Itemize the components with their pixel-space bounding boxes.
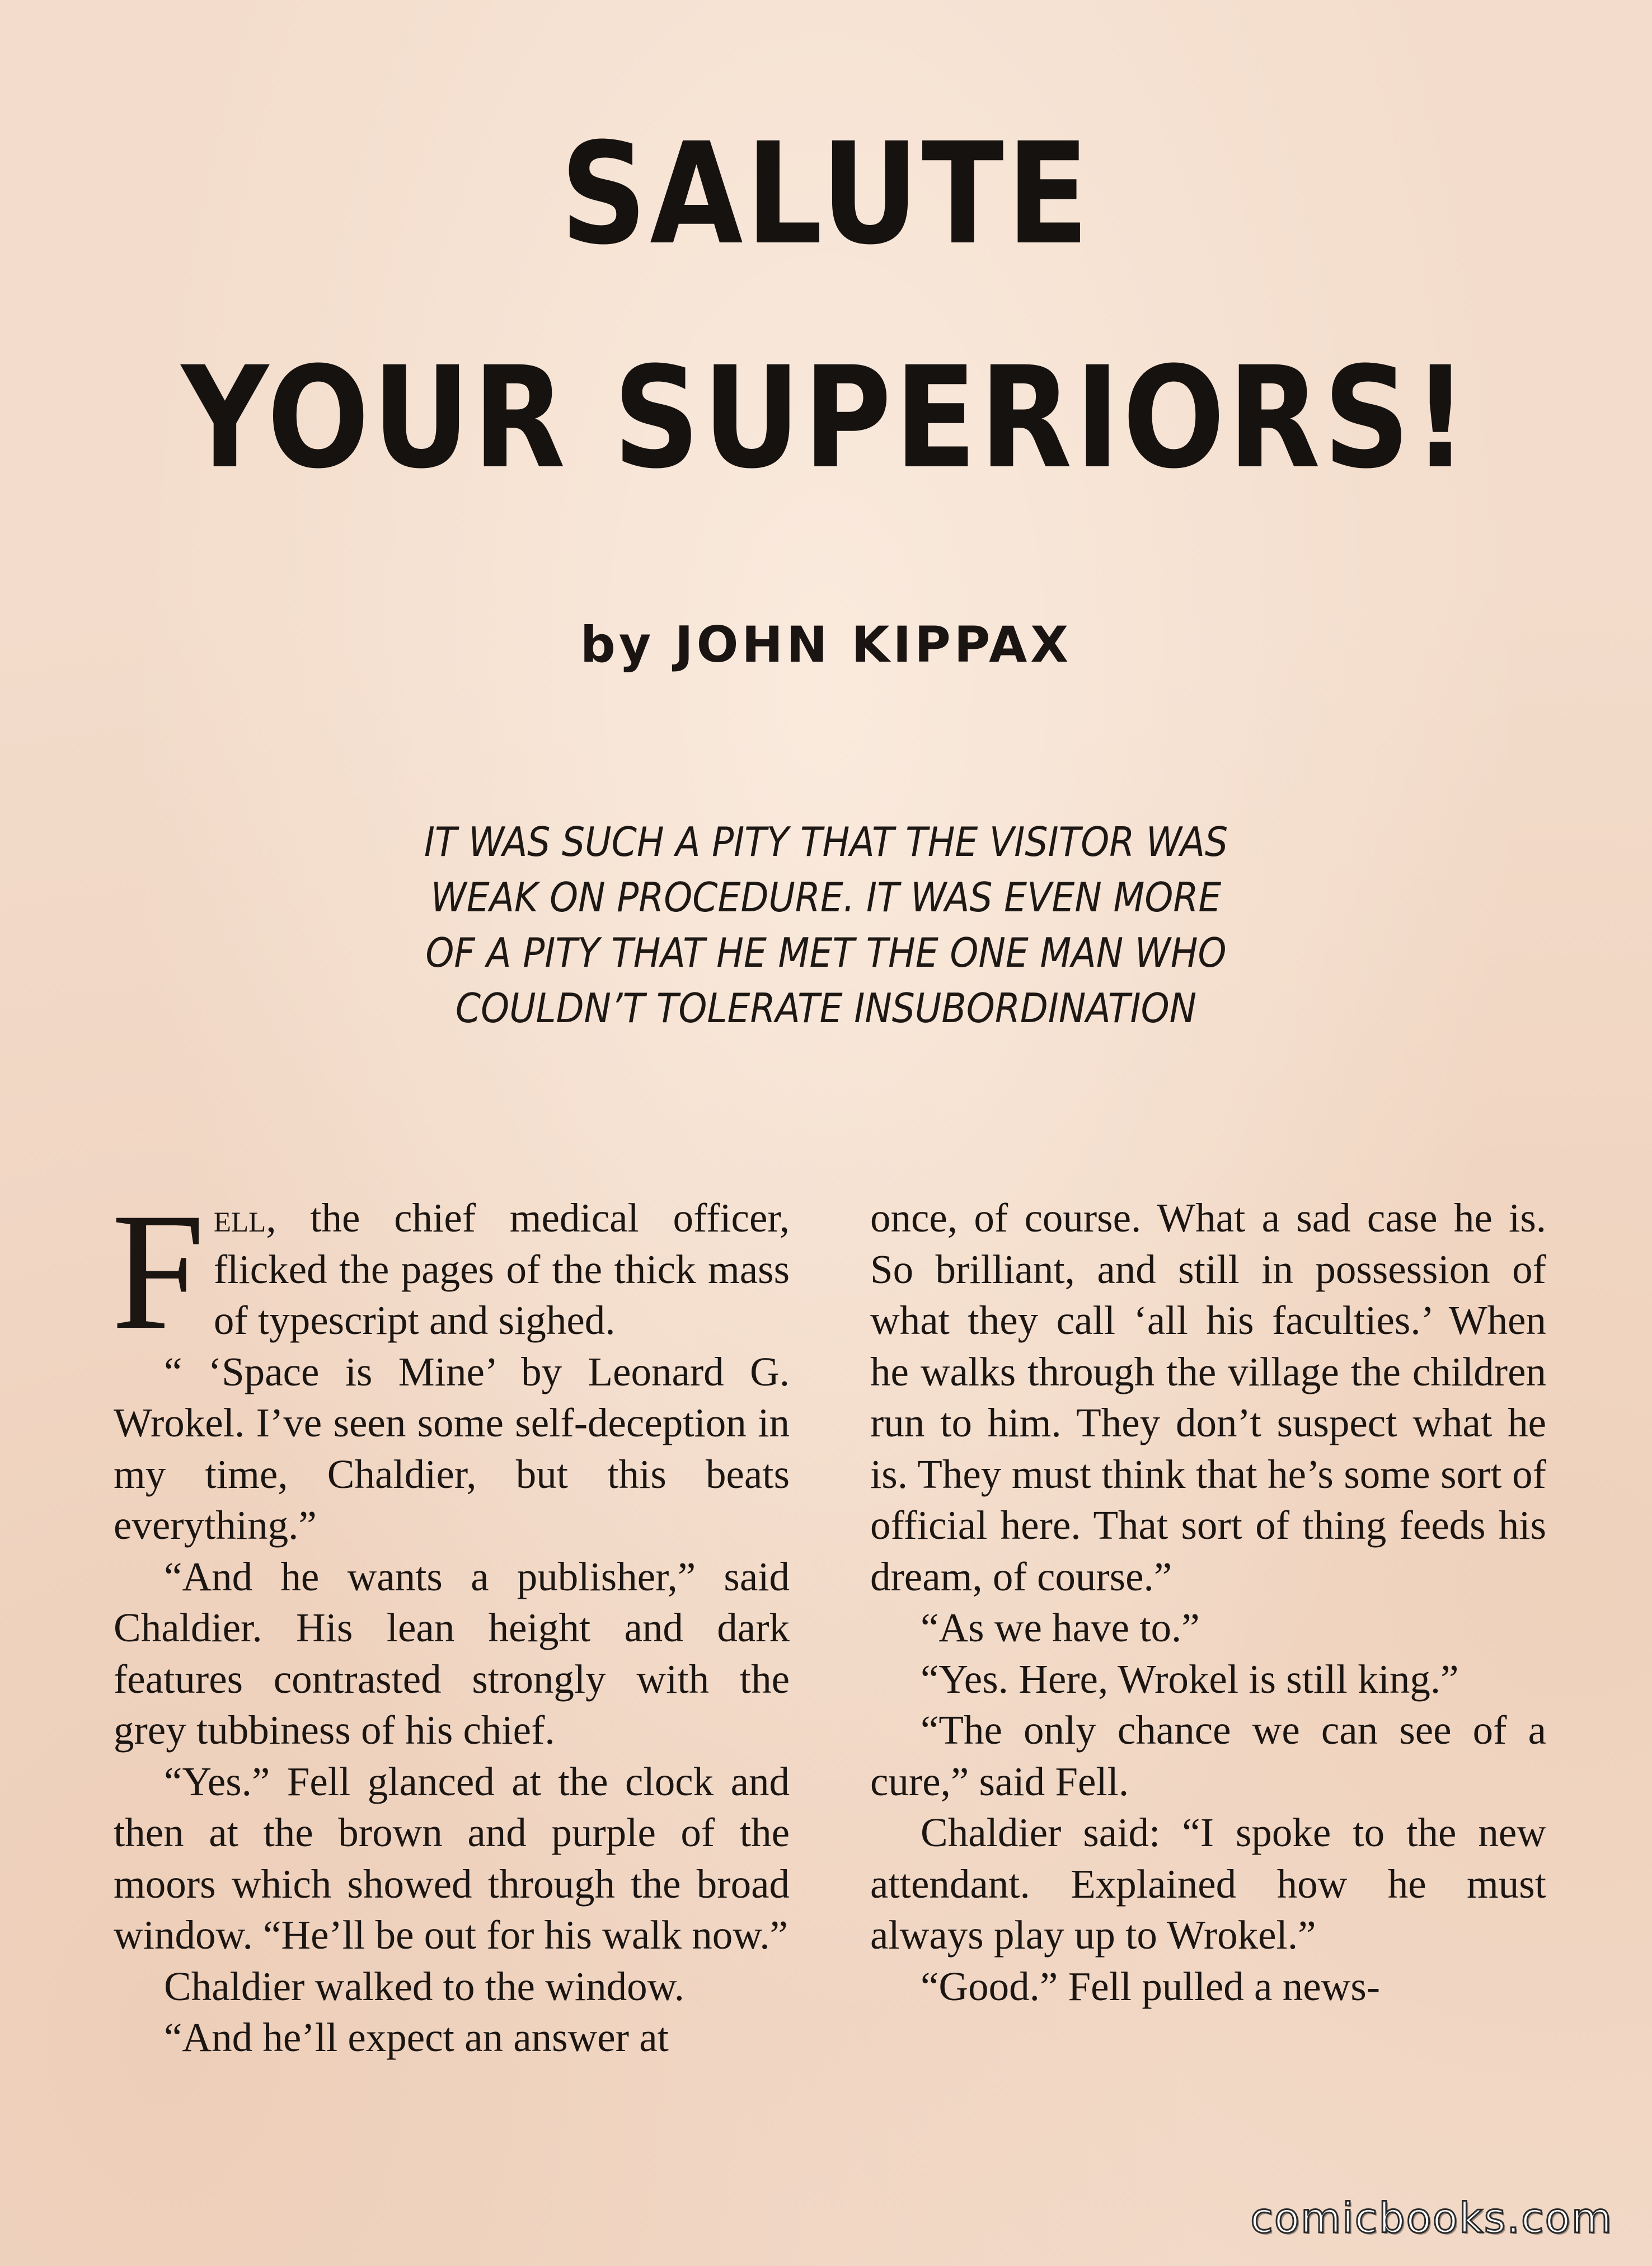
blurb-line: WEAK ON PROCEDURE. IT WAS EVEN MORE [430,874,1222,921]
story-paragraph: “The only chance we can see of a cure,” said Fell. [870,1707,1546,1804]
blurb-line: COULDN’T TOLERATE INSUBORDINATION [455,985,1197,1032]
story-title-line-2: YOUR SUPERIORS! [181,336,1471,499]
story-title-line-1: SALUTE [560,113,1092,275]
story-paragraph: “ ‘Space is Mine’ by Leonard G. Wrokel. I’ve seen some self-deception in my time, Chaldier, but this beats everything.” [114,1349,790,1548]
story-paragraph: Chaldier walked to the window. [164,1963,684,2009]
paragraph-text: , the chief medical officer, flicked the pages of the thick mass of typescript and sighed. [213,1195,790,1343]
site-watermark: comicbooks.com [1250,2194,1613,2242]
story-paragraph: “Yes.” Fell glanced at the clock and then at the brown and purple of the moors which showed through the broad window. “He’ll be out for his walk now.” [114,1758,790,1958]
story-blurb [313,814,1339,1036]
author-byline: by JOHN KIPPAX [580,616,1072,673]
drop-cap: F [111,1178,205,1364]
story-paragraph: “Yes. Here, Wrokel is still king.” [921,1656,1459,1702]
right-column [870,1192,1546,2178]
story-paragraph: “Good.” Fell pulled a news- [921,1963,1381,2009]
story-paragraph [111,1178,790,1364]
story-paragraph: once, of course. What a sad case he is. So brilliant, and still in possession of what they call ‘all his faculties.’ When he walks through the village the children run to him. They don’t suspect what he is. They must think that he’s some sort of official here. That sort of thing feeds his dream, of course.” [870,1195,1546,1599]
opening-small-caps: ell [213,1195,266,1240]
left-column [111,1178,790,2178]
story-paragraph: “And he wants a publisher,” said Chaldier. His lean height and dark features contrasted strongly with the grey tubbiness of his chief. [114,1553,790,1753]
blurb-line: OF A PITY THAT HE MET THE ONE MAN WHO [425,929,1227,976]
blurb-line: IT WAS SUCH A PITY THAT THE VISITOR WAS [424,818,1228,865]
story-paragraph: Chaldier said: “I spoke to the new attendant. Explained how he must always play up to Wrokel.” [870,1810,1546,1958]
story-paragraph: “As we have to.” [921,1605,1200,1650]
story-body [111,1178,1546,2178]
story-paragraph: “And he’ll expect an answer at [164,2015,669,2060]
